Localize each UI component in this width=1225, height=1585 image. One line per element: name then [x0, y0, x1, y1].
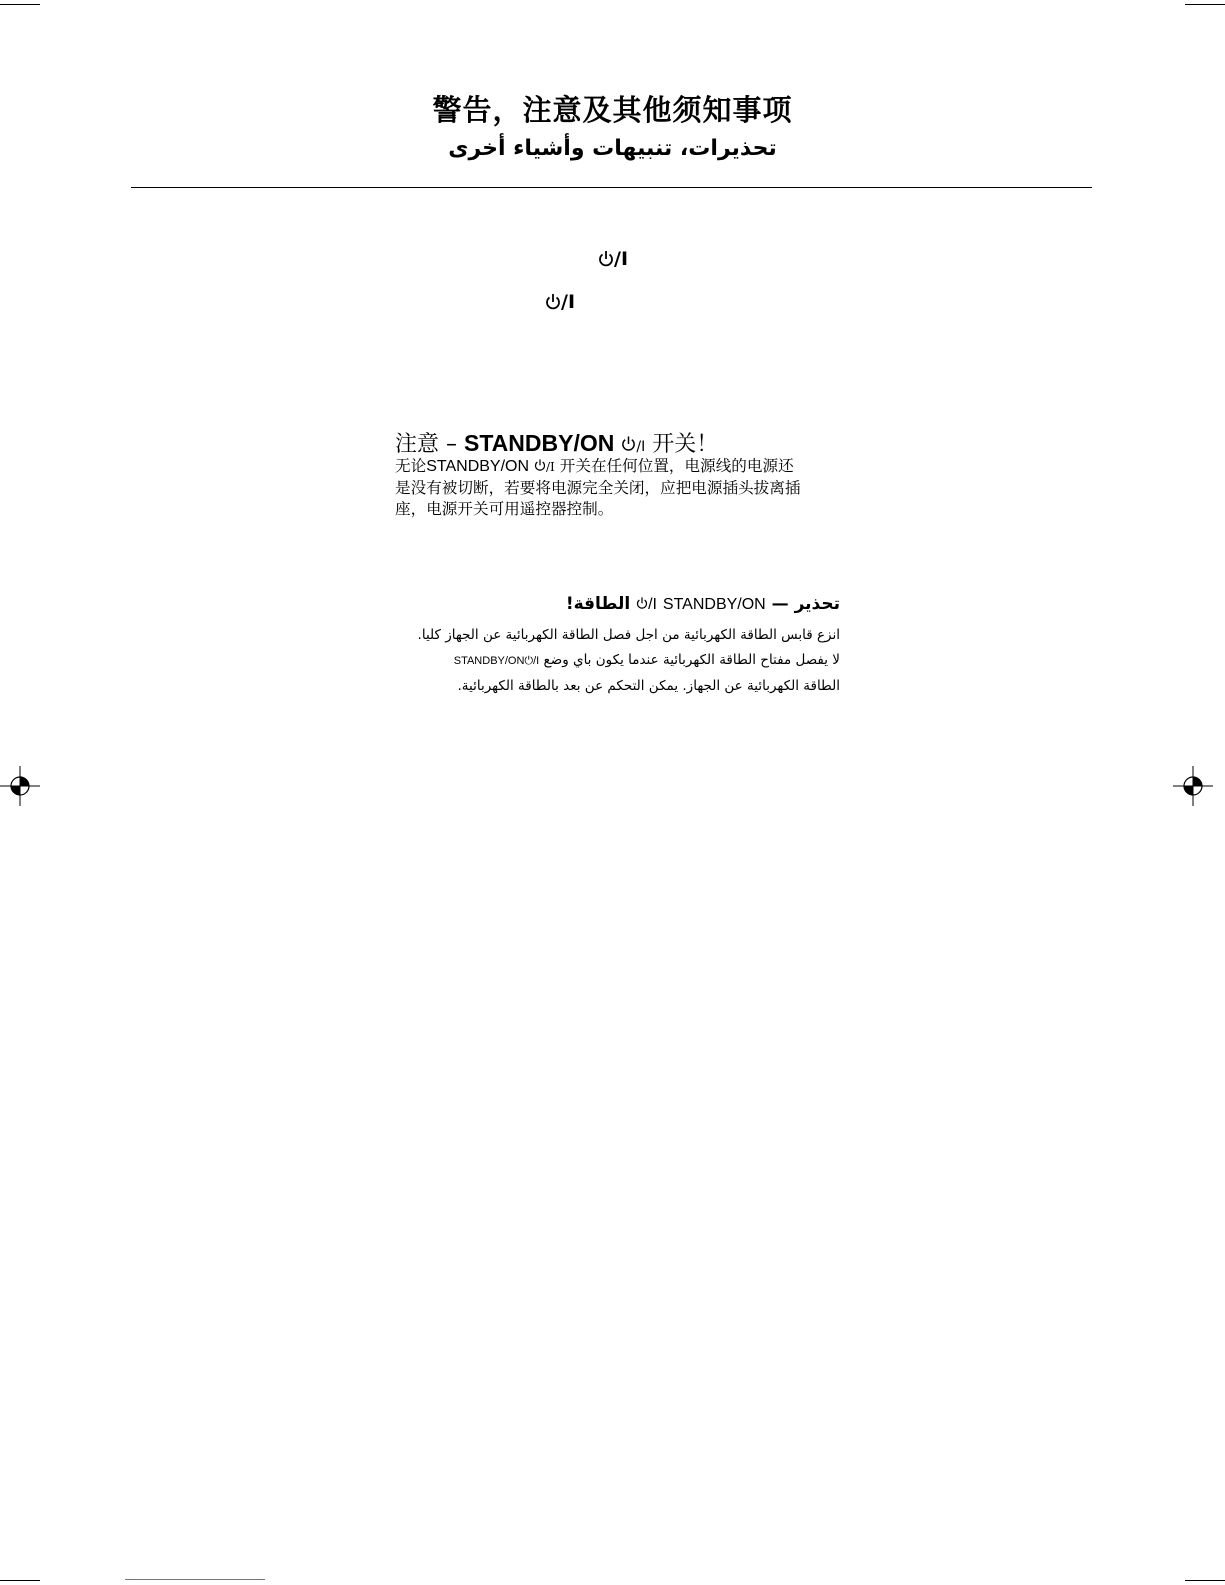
page-title-chinese: 警告，注意及其他须知事项: [432, 93, 793, 127]
standby-symbol-2: /I: [545, 291, 575, 313]
power-icon: [636, 596, 648, 610]
ar-body-line-3: الطاقة الكهربائية عن الجهاز. يمكن التحكم عن بعد بالطاقة الكهربائية.: [457, 678, 840, 694]
ar-text: لا يفصل مفتاح الطاقة الكهربائية عندما يكون باي وضع: [543, 652, 840, 668]
cn-text: 无论: [395, 457, 427, 475]
heading-standby-label: STANDBY/ON: [464, 430, 615, 456]
registration-mark-left-icon: [0, 766, 40, 806]
power-icon: [545, 293, 561, 310]
cn-body-line-1: 无论STANDBY/ON /I 开关在任何位置，电源线的电源还: [395, 457, 794, 475]
power-icon: [534, 458, 546, 472]
title-divider: [131, 187, 1092, 188]
cn-body-line-3: 座，电源开关可用遥控器控制。: [395, 500, 614, 518]
ar-heading-suffix: الطاقة!: [565, 594, 631, 614]
chinese-caution-heading: 注意 – STANDBY/ON /I 开关！: [395, 430, 719, 457]
standby-symbol-1: /I: [598, 248, 628, 270]
crop-mark-top-right-h: [1185, 4, 1225, 5]
registration-mark-right-icon: [1173, 766, 1213, 806]
heading-suffix: 开关！: [652, 432, 719, 457]
power-icon: [598, 250, 614, 267]
cn-text: 开关在任何位置，电源线的电源还: [559, 457, 794, 475]
crop-mark-bottom-left-h: [0, 1580, 40, 1581]
arabic-warning-body: [405, 623, 840, 699]
heading-prefix: 注意 –: [395, 432, 457, 457]
crop-mark-bottom-right-h: [1185, 1580, 1225, 1581]
ar-standby-label: STANDBY/ON⏻/I: [453, 655, 540, 667]
chinese-caution-body: [395, 456, 840, 520]
ar-body-line-2: [405, 648, 840, 674]
power-icon: [621, 435, 636, 452]
ar-heading-standby-label: STANDBY/ON: [662, 596, 766, 613]
ar-heading-dash: —: [771, 594, 789, 614]
crop-mark-top-left-h: [0, 4, 40, 5]
ar-heading-word: تحذير: [794, 594, 840, 614]
footer-rule: [125, 1579, 265, 1580]
standby-label: STANDBY/ON: [426, 458, 530, 475]
cn-body-line-2: 是没有被切断，若要将电源完全关闭，应把电源插头拔离插: [395, 479, 801, 497]
page-title-arabic: تحذيرات، تنبيهات وأشياء أخرى: [448, 136, 777, 161]
ar-body-line-1: انزع قابس الطاقة الكهربائية من اجل فصل الطاقة الكهربائية عن الجهاز كليا.: [417, 627, 840, 643]
arabic-warning-heading: تحذير — /I STANDBY/ON الطاقة!: [565, 594, 840, 614]
